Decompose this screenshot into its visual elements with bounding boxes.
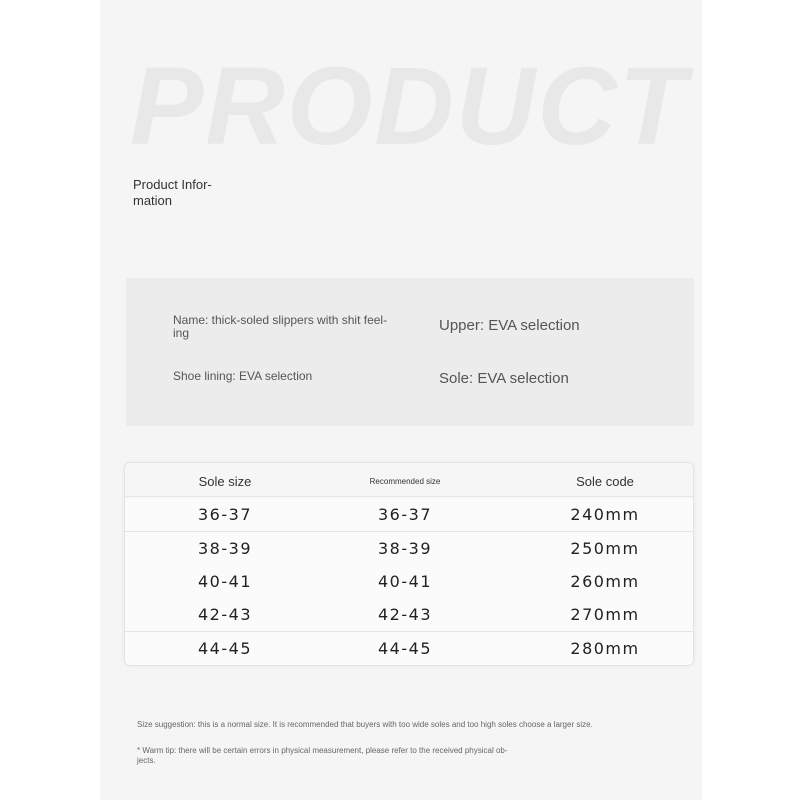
warm-tip-line-1: * Warm tip: there will be certain errors in physical measurement, please refer to the received physical ob-: [137, 746, 508, 755]
cell-sole-code: 270mm: [570, 605, 640, 624]
cell-sole-size: 38-39: [198, 539, 252, 558]
subtitle-line-2: mation: [133, 193, 173, 208]
table-row: [125, 632, 693, 665]
cell-recommended-size: 42-43: [378, 605, 432, 624]
info-name-line-2: ing: [173, 326, 190, 340]
header-recommended-size: Recommended size: [369, 477, 441, 486]
cell-recommended-size: 40-41: [378, 572, 432, 591]
cell-sole-code: 280mm: [570, 639, 640, 658]
header-sole-size: Sole size: [198, 474, 252, 489]
size-table: [124, 462, 694, 666]
hero-title: PRODUCT: [130, 45, 688, 168]
subtitle-line-1: Product Infor-: [133, 177, 212, 192]
table-row: [125, 565, 693, 599]
cell-sole-size: 42-43: [198, 605, 252, 624]
cell-recommended-size: 38-39: [378, 539, 432, 558]
section-subtitle: [133, 177, 243, 209]
product-info-panel: [126, 278, 694, 426]
warm-tip-line-2: jects.: [137, 756, 156, 765]
table-header-row: [125, 463, 693, 497]
table-row: [125, 498, 693, 532]
cell-sole-code: 240mm: [570, 505, 640, 524]
info-name-line-1: Name: thick-soled slippers with shit feel-: [173, 313, 388, 327]
cell-recommended-size: 36-37: [378, 505, 432, 524]
header-sole-code: Sole code: [576, 474, 634, 489]
cell-sole-size: 40-41: [198, 572, 252, 591]
info-sole: Sole: EVA selection: [439, 370, 569, 387]
table-row: [125, 532, 693, 566]
info-name: [173, 314, 387, 340]
table-row: [125, 598, 693, 632]
cell-sole-size: 36-37: [198, 505, 252, 524]
cell-sole-code: 260mm: [570, 572, 640, 591]
cell-sole-code: 250mm: [570, 539, 640, 558]
warm-tip-note: [137, 746, 677, 766]
size-suggestion-note: Size suggestion: this is a normal size. It is recommended that buyers with too wide soles and too high soles choose a larger size.: [137, 720, 593, 729]
product-info-page: [100, 0, 702, 800]
info-lining: Shoe lining: EVA selection: [173, 369, 313, 383]
info-upper: Upper: EVA selection: [439, 317, 580, 334]
cell-recommended-size: 44-45: [378, 639, 432, 658]
cell-sole-size: 44-45: [198, 639, 252, 658]
